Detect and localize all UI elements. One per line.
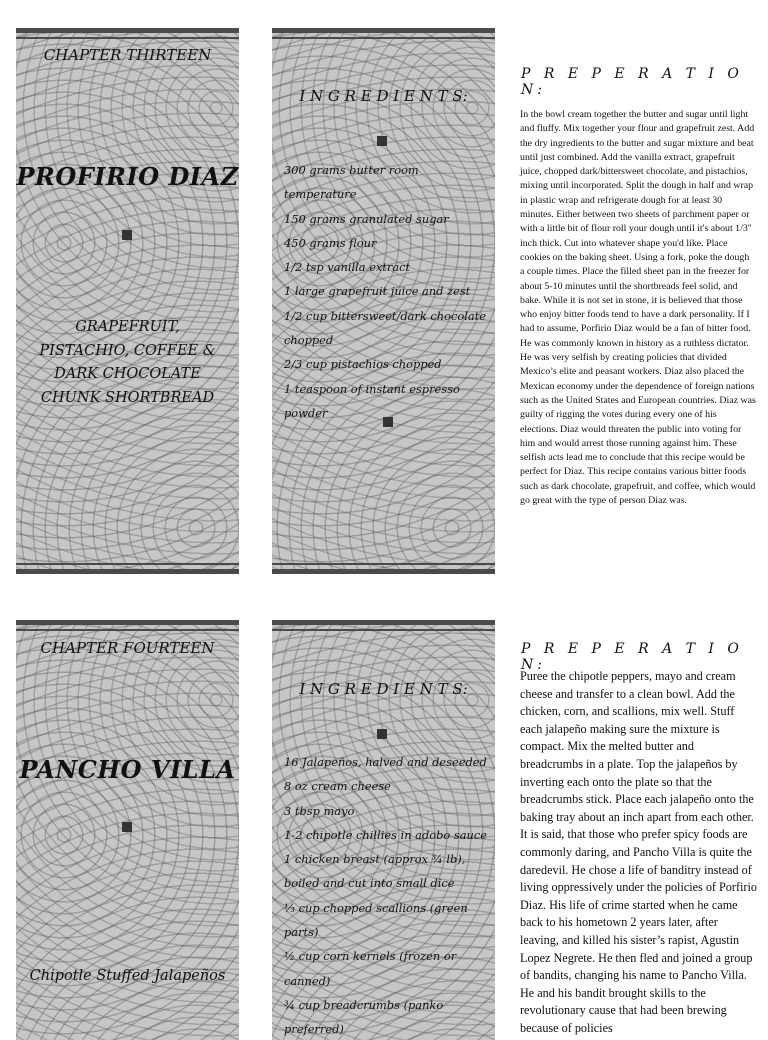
- top-rule: [272, 629, 495, 631]
- ingredient-item: 300 grams butter room temperature: [284, 163, 419, 202]
- bottom-rule: [16, 563, 239, 565]
- bottom-band: [272, 569, 495, 574]
- top-band: [16, 620, 239, 625]
- ingredients-panel-2: [272, 620, 495, 1040]
- recipe-subtitle: GRAPEFRUIT, PISTACHIO, COFFEE & DARK CHOCOLATE CHUNK SHORTBREAD: [39, 319, 216, 406]
- chapter-label: CHAPTER THIRTEEN: [43, 46, 212, 64]
- ingredient-item: 1/2 tsp vanilla extract: [284, 260, 411, 275]
- recipe-title: PROFIRIO DIAZ: [16, 162, 239, 191]
- top-band: [16, 28, 239, 33]
- ingredients-list: [284, 750, 489, 1040]
- ingredient-item: 1/2 cup bittersweet/dark chocolate chopped: [284, 308, 486, 348]
- ingredient-item: ½ cup corn kernels (frozen or canned): [284, 949, 457, 988]
- preparation-heading: P R E P E R A T I O N:: [521, 66, 744, 98]
- ingredient-item: 1 chicken breast (approx ¾ lb), boiled and cut into small dice: [284, 852, 466, 891]
- square-bullet: [383, 417, 393, 427]
- ingredient-item: 8 oz cream cheese: [284, 779, 391, 794]
- ingredients-list: [284, 158, 489, 425]
- ingredient-item: 3 tbsp mayo: [284, 803, 355, 818]
- ingredient-item: 450 grams flour: [284, 235, 377, 250]
- top-rule: [16, 37, 239, 39]
- square-bullet: [122, 822, 132, 832]
- recipe-subtitle: Chipotle Stuffed Jalapeños: [29, 968, 226, 984]
- ingredient-item: 1 teaspoon of instant espresso powder: [284, 381, 460, 420]
- ingredients-heading: I N G R E D I E N T S:: [299, 87, 468, 105]
- square-bullet: [122, 230, 132, 240]
- ingredient-item: 150 grams granulated sugar: [284, 211, 449, 226]
- ingredient-item: 1 large grapefruit juice and zest: [284, 284, 471, 299]
- recipe-title: PANCHO VILLA: [19, 755, 236, 784]
- preparation-text: In the bowl cream together the butter and sugar until light and fluffy. Mix together your flour and grapefruit zest. Add the dry ingredients to the butter and sugar mixture and beat until just combined. Add the vanilla extract, grapefruit juice, chopped dark/bittersweet chocolate, and pistachios, mixing until incorporated. Split the dough in half and wrap in plastic wrap and refrigerate dough for at least 30 minutes. Either between two sheets of parchment paper or with a little bit of flour roll your dough until it's about 1/3" inch thick. Cut into whatever shape you'd like. Place cookies on the baking sheet. Using a fork, poke the dough a couple times. Place the filled sheet pan in the freezer for about 5-10 minutes until the shortbreads feel solid, and bake. While it is not set in stone, it is believed that those who enjoy bitter foods tend to have a dark personality. If I had to assume, Porfirio Diaz would be a fan of bitter food. He was commonly known in history as a ruthless dictator. He was very selfish by creating policies that divided Mexico’s elite and peasant workers. Diaz also placed the Mexican economy under the dependence of foreign nations such as the United States and European countries. Diaz was guilty of rigging the votes during every one of his elections. Diaz would threaten the public into voting for him and would arrest those running against him. These selfish acts lead me to conclude that this recipe would be perfect for Diaz. This recipe contains various bitter foods such as dark chocolate, grapefruit, and coffee, which would go great with the type of person Diaz was.: [520, 109, 756, 507]
- ingredient-item: ¾ cup breadcrumbs (panko preferred): [284, 997, 444, 1037]
- square-bullet: [377, 729, 387, 739]
- top-band: [272, 620, 495, 625]
- ingredient-item: 1-2 chipotle chillies in adobo sauce: [284, 827, 487, 842]
- ingredient-item: 16 Jalapeños, halved and deseeded: [284, 755, 487, 769]
- preparation-heading: P R E P E R A T I O N:: [521, 641, 744, 673]
- title-panel-2: [16, 620, 239, 1040]
- top-rule: [272, 37, 495, 39]
- ingredient-item: ⅓ cup chopped scallions (green parts): [284, 900, 468, 940]
- title-panel-1: [16, 28, 239, 574]
- square-bullet: [377, 136, 387, 146]
- ingredient-item: 2/3 cup pistachios chopped: [284, 357, 442, 372]
- chapter-label: CHAPTER FOURTEEN: [40, 639, 215, 657]
- top-rule: [16, 629, 239, 631]
- ingredients-panel-1: [272, 28, 495, 574]
- bottom-band: [16, 569, 239, 574]
- bottom-rule: [272, 563, 495, 565]
- ingredients-heading: I N G R E D I E N T S:: [299, 680, 468, 698]
- top-band: [272, 28, 495, 33]
- preparation-text: Puree the chipotle peppers, mayo and cream cheese and transfer to a clean bowl. Add the chicken, corn, and scallions, mix well. Stuff each jalapeño making sure the mixture is compact. Mix the melted butter and breadcrumbs in a plate. Top the jalapeños by inverting each onto the plate so that the breadcrumbs stick. Place each jalapeño onto the baking tray about an inch apart from each other. It is said, that those who prefer spicy foods are commonly daring, and Pancho Villa is quite the daredevil. He chose a life of banditry instead of living oppressively under the policies of Porfirio Diaz. His life of crime started when he came back to his hometown 2 years later, after leaving, and killed his sister’s rapist, Agustin Lopez Negrete. He then fled and joined a group of bandits, changing his name to Pancho Villa. He and his bandit brought skills to the revolutionary cause that had been brewing because of policies: [520, 669, 757, 1035]
